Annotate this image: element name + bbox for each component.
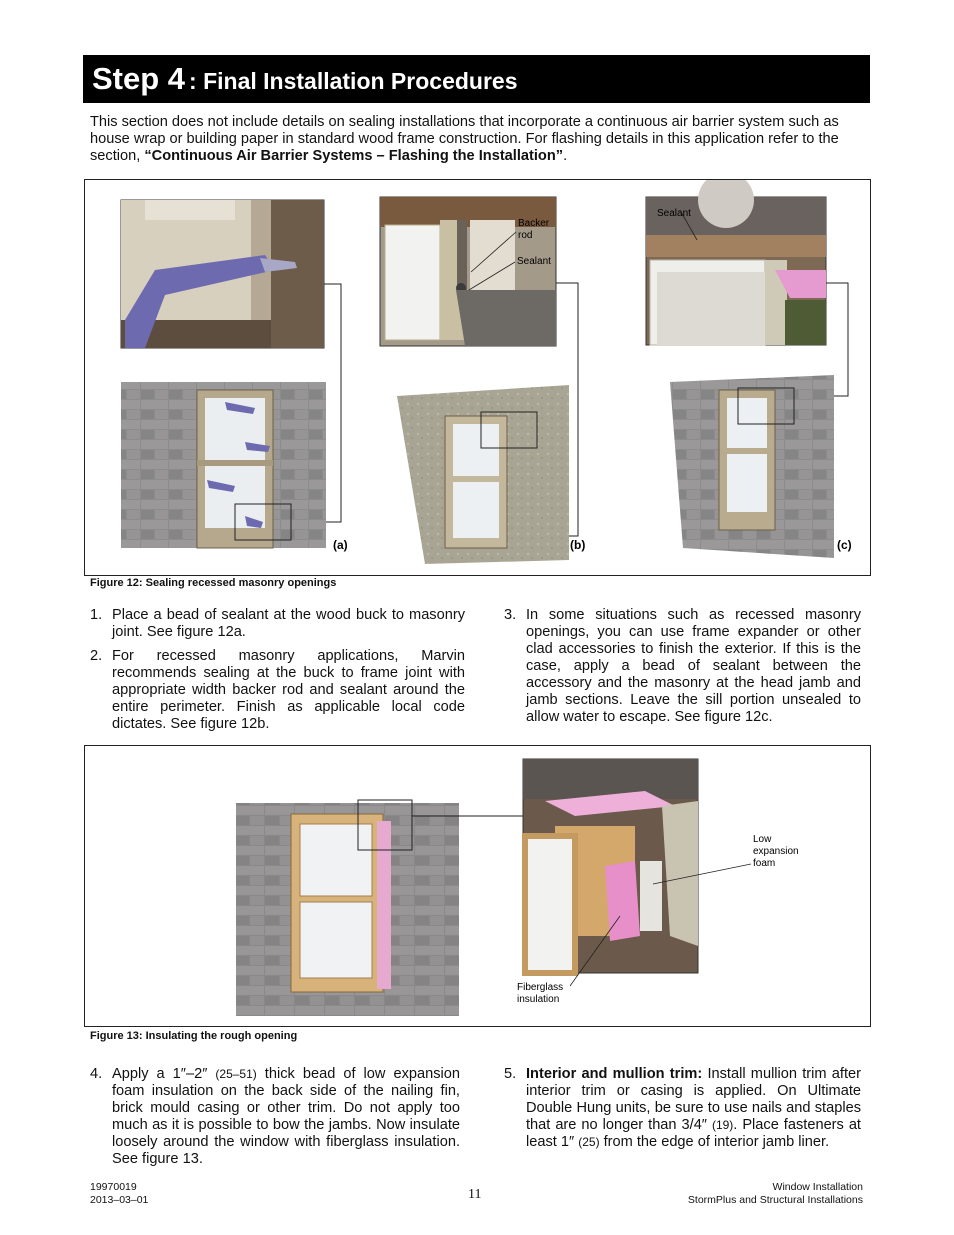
figure-12-label-a: (a) [333, 538, 348, 552]
steps-right-column [504, 607, 861, 733]
section-title: : Final Installation Procedures [189, 68, 518, 94]
figure-13-illustration [85, 746, 870, 1026]
list-item [90, 1066, 460, 1168]
insulation-detail [523, 759, 698, 973]
window-in-opening [236, 800, 459, 1016]
steps-left-column [90, 607, 465, 740]
step-number: Step 4 [92, 61, 186, 96]
callout-low-expansion-3: foam [753, 858, 776, 869]
step-4-column [90, 1066, 460, 1175]
step-4-text [112, 1066, 460, 1168]
step-4-number: 4. [90, 1066, 103, 1082]
step-2-text: For recessed masonry applications, Marvin recommends sealing at the buck to frame joint with appropriate width backer rod and sealant around the entire perimeter. Finish as applicable local code dictates. See figure 12b. [112, 648, 465, 732]
callout-low-expansion-1: Low [753, 834, 772, 845]
list-item [90, 648, 465, 733]
document-number: 19970019 [90, 1181, 137, 1193]
step-5-metric-a: (19) [711, 1118, 734, 1132]
intro-text: This section does not include details on sealing installations that incorporate a continuous air barrier system such as house wrap or building paper in standard wood frame construction. For flashing details in this application refer to the section, [90, 114, 839, 164]
step-5-lead: Interior and mullion trim: [526, 1066, 703, 1082]
page-number: 11 [468, 1187, 482, 1202]
detail-c [646, 180, 826, 345]
footer-left [90, 1181, 148, 1207]
step-3-text: In some situations such as recessed masonry openings, you can use frame expander or other clad accessories to finish the exterior. If this is the case, apply a bead of sealant between the accessory and the masonry at the head jamb and jamb sections. Leave the sill portion unsealed to allow water to escape. See figure 12c. [526, 607, 861, 725]
step-4-text-b: thick bead of low expansion foam insulation on the back side of the nailing fin, brick mould casing or other trim. Do not apply too much as it is possible to bow the jambs. Now insulate loosely around the window with fiberglass insulation. See figure 13. [112, 1066, 461, 1167]
step-4-text-a: Apply a 1″–2″ [112, 1066, 216, 1082]
figure-12-label-c: (c) [837, 538, 852, 552]
list-item [504, 1066, 861, 1151]
step-5-text-c: from the edge of interior jamb liner. [599, 1134, 830, 1150]
step-5-text [526, 1066, 861, 1151]
step-5-metric-b: (25) [578, 1135, 600, 1149]
window-b [397, 385, 569, 564]
document-date: 2013–03–01 [90, 1194, 149, 1206]
callout-sealant-b: Sealant [517, 256, 551, 267]
step-1-number: 1. [90, 607, 103, 623]
figure-13-caption: Figure 13: Insulating the rough opening [90, 1030, 298, 1042]
step-3-number: 3. [504, 607, 517, 623]
step-1-text: Place a bead of sealant at the wood buck to masonry joint. See figure 12a. [112, 607, 465, 640]
footer-doc-title: Window Installation [772, 1181, 863, 1193]
window-a [121, 382, 326, 548]
step-4-metric: (25–51) [215, 1067, 257, 1081]
list-item [90, 607, 465, 641]
detail-a [121, 200, 324, 348]
callout-fiberglass-2: insulation [517, 994, 560, 1005]
footer-doc-subtitle: StormPlus and Structural Installations [687, 1194, 863, 1206]
window-c [670, 375, 834, 558]
figure-12 [84, 179, 871, 576]
callout-low-expansion-2: expansion [753, 846, 799, 857]
intro-paragraph [90, 114, 868, 165]
callout-sealant-c: Sealant [657, 208, 691, 219]
figure-12-caption: Figure 12: Sealing recessed masonry openings [90, 577, 337, 589]
intro-end: . [563, 148, 568, 164]
figure-13 [84, 745, 871, 1027]
footer-right [688, 1181, 863, 1207]
step-5-text-a: Install mullion trim after interior trim or casing is applied. On Ultimate Double Hung units, be sure to use nails and staples that are no longer than 3/4″ [526, 1066, 861, 1133]
section-header [83, 55, 870, 103]
step-5-text-b: . Place fasteners at least 1″ [526, 1117, 861, 1150]
figure-12-illustration [85, 180, 870, 575]
figure-12-label-b: (b) [570, 538, 586, 552]
callout-backer-rod-2: rod [518, 230, 533, 241]
list-item [504, 607, 861, 726]
callout-fiberglass-1: Fiberglass [517, 982, 564, 993]
step-2-number: 2. [90, 648, 103, 664]
callout-backer-rod-1: Backer [518, 218, 550, 229]
intro-section-reference: “Continuous Air Barrier Systems – Flashing the Installation” [144, 148, 564, 164]
step-5-number: 5. [504, 1066, 517, 1082]
step-5-column [504, 1066, 861, 1158]
